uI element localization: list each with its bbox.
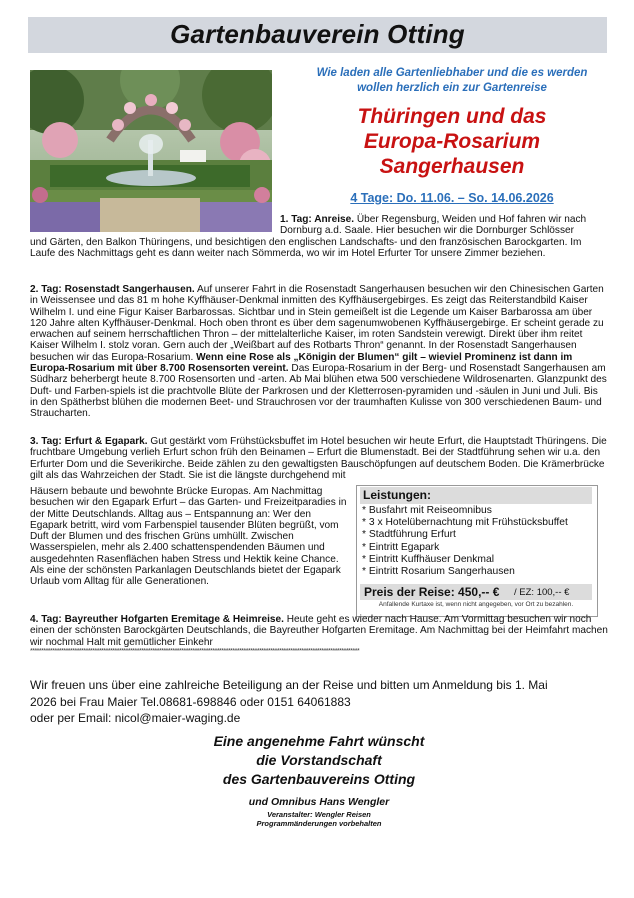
list-item: * 3 x Hotelübernachtung mit Frühstücksbuffet xyxy=(362,517,568,529)
page-title: Gartenbauverein Otting xyxy=(170,19,465,49)
contact-line-1: Wir freuen uns über eine zahlreiche Beteiligung an der Reise und bitten um Anmeldung bis 1. Mai xyxy=(30,678,548,692)
trip-price: Preis der Reise: 450,-- € xyxy=(364,585,500,599)
invite-line-1: Wie laden alle Gartenliebhaber und die es werden xyxy=(316,67,588,79)
day3-text-a: Gut gestärkt vom Frühstücksbuffet im Hotel besuchen wir heute Erfurt, die Hauptstadt Thüringens. Die fruchtbare Umgebung verlieh Erfurt schon früh den Beinamen – Erfurt die Blumenstadt. Bei der Stadtführung sehen wir u.a. den Erfurter Dom und die Severikirche. Beide zählen zu den gewaltigsten Bauschöpfungen auf deutschem Boden. Die Krämerbrücke gilt als das Wahrzeichen der Stadt. Sie ist die längste durchgehend mit xyxy=(30,436,607,481)
day3-intro xyxy=(30,436,608,481)
day1-intro xyxy=(280,214,607,237)
closing-line-3: des Gartenbauvereins Otting xyxy=(222,771,416,787)
price-note: Anfallende Kurtaxe ist, wenn nicht angegeben, vor Ort zu bezahlen. xyxy=(378,601,574,608)
day2-text xyxy=(30,284,608,420)
separator-line: **************************************************************************************************************************************************** xyxy=(30,648,360,655)
day2-label: 2. Tag: Rosenstadt Sangerhausen. xyxy=(30,284,195,295)
trip-dates: 4 Tage: Do. 11.06. – So. 14.06.2026 xyxy=(350,191,554,205)
day2-highlight: Wenn eine Rose als „Königin der Blumen“ gilt – wieviel Prominenz ist dann im Europa-Rosarium mit über 8.700 Rosensorten vereint. xyxy=(30,351,573,375)
closing-line-1: Eine angenehme Fahrt wünscht xyxy=(213,733,425,749)
bus-company: und Omnibus Hans Wengler xyxy=(248,796,390,808)
list-item: * Eintritt Egapark xyxy=(362,541,440,553)
headline-line-2: Europa-Rosarium xyxy=(363,130,541,153)
day4-text xyxy=(30,614,608,648)
day4-label: 4. Tag: Bayreuther Hofgarten Eremitage & Heimreise. xyxy=(30,614,284,625)
contact-info xyxy=(30,677,590,727)
trip-headline xyxy=(280,104,624,179)
day1-text-b: und Gärten, den Balkon Thüringens, und besichtigen den englischen Landschafts- und den französischen Barockgarten. Im Laufe des Nachmittags geht es dann weiter nach Sömmerda, wo wir im Hotel Erfurter Tor unsere Zimmer beziehen. xyxy=(30,237,582,260)
day4-body: Heute geht es wieder nach Hause. Am Vormittag besuchen wir noch einen der schönsten Barockgärten Deutschlands, die Bayreuther Hofgarten Eremitage. Am Nachmittag bei der Heimfahrt machen wir nochmal Halt mit gemütlicher Einkehr xyxy=(30,614,608,648)
single-room-surcharge: / EZ: 100,-- € xyxy=(514,587,570,598)
invitation-text xyxy=(280,66,624,96)
services-list xyxy=(362,505,594,578)
closing-line-2: die Vorstandschaft xyxy=(256,752,382,768)
headline-line-1: Thüringen und das xyxy=(357,105,547,128)
headline-line-3: Sangerhausen xyxy=(379,155,525,178)
organizer-line-1: Veranstalter: Wengler Reisen xyxy=(267,810,371,819)
organizer-line-2: Programmänderungen vorbehalten xyxy=(256,819,382,828)
day3-label: 3. Tag: Erfurt & Egapark. xyxy=(30,436,148,447)
list-item: * Eintritt Kuffhäuser Denkmal xyxy=(362,553,495,565)
list-item: * Stadtführung Erfurt xyxy=(362,529,456,541)
organizer-note xyxy=(30,810,608,828)
day3-text-b: Häusern bebaute und bewohnte Brücke Europas. Am Nachmittag besuchen wir den Egapark Erfurt – das Garten- und Freizeitparadies in der Mitte Deutschlands. Alltag aus – Entspannung an: Wer den Egapark betritt, wird vom Farbenspiel tausender Blüten begrüßt, vom Duft der Blumen und des frischen Grüns umhüllt. Zwischen Wasserspielen, mehr als 2.400 schattenspendenden Bäumen und ausgedehnten Rasenflächen haben Stress und Hektik keine Chance. Als eine der schönsten Parkanlagen Deutschlands bietet der Egapark Urlaub vom Alltag für alle Generationen. xyxy=(30,486,347,588)
day1-text-a: Über Regensburg, Weiden und Hof fahren wir nach Dornburg a.d. Saale. Hier besuchen wir die Dornburger Schlösser xyxy=(280,214,587,237)
list-item: * Eintritt Rosarium Sangerhausen xyxy=(362,566,515,578)
closing-greeting xyxy=(30,732,608,789)
contact-line-2: 2026 bei Frau Maier Tel.08681-698846 oder 0151 64061883 xyxy=(30,694,351,709)
day1-label: 1. Tag: Anreise. xyxy=(280,214,355,225)
invite-line-2: wollen herzlich ein zur Gartenreise xyxy=(357,82,547,94)
day2-text-a: Auf unserer Fahrt in die Rosenstadt Sangerhausen besuchen wir den Chinesischen Garten in Weissensee und das 81 m hohe Kyffhäuser-Denkmal inmitten des Kyffhäusergebirges. Es zeigt das Reiterstandbild Kaiser Wilhelm I. und eine Figur Kaiser Barbarossas. Sichtbar und in Stein gemeißelt ist die Legende um Kaiser Barbarossa am über 120 Jahre alten Kyffhäuser-Denkmal. Hoch oben thront es über dem sagenumwobenen Kyffhäusergebirge. Er scheint gerade zu erwachen auf seinem herrschaftlichen Thron – der mittelalterliche Kaiser, im roten Sandstein verewigt. Direkt über ihm reitet Kaiser Wilhelm I. stolz voran. Gern auch der „Weißbart auf des Rotbarts Thron“ genannt. In der Rosenstadt Sangerhausen besuchen wir das Europa-Rosarium. xyxy=(30,284,604,363)
contact-line-3: oder per Email: nicol@maier-waging.de xyxy=(30,711,241,725)
services-heading: Leistungen: xyxy=(360,487,592,504)
garden-photo xyxy=(30,70,272,232)
day2-text-b: Das Europa-Rosarium in der Berg- und Rosenstadt Sangerhausen am Südharz beherbergt heute 8.700 Rosensorten und -arten. Ab Mai blühen etwa 500 verschiedene Wildrosenarten. Glanzpunkt des Duft- und Farben-spiels ist die prachtvolle Blüte der Parkrosen und der Kletterrosen-pyramiden und -säulen in Juni und Juli. Bis in den Spätherbst blühen die modernen Beet- und Strauchrosen vor der traumhaften Kulisse von 300 verschiedenen Baum- und Straucharten. xyxy=(30,363,607,420)
list-item: * Busfahrt mit Reiseomnibus xyxy=(362,505,492,516)
